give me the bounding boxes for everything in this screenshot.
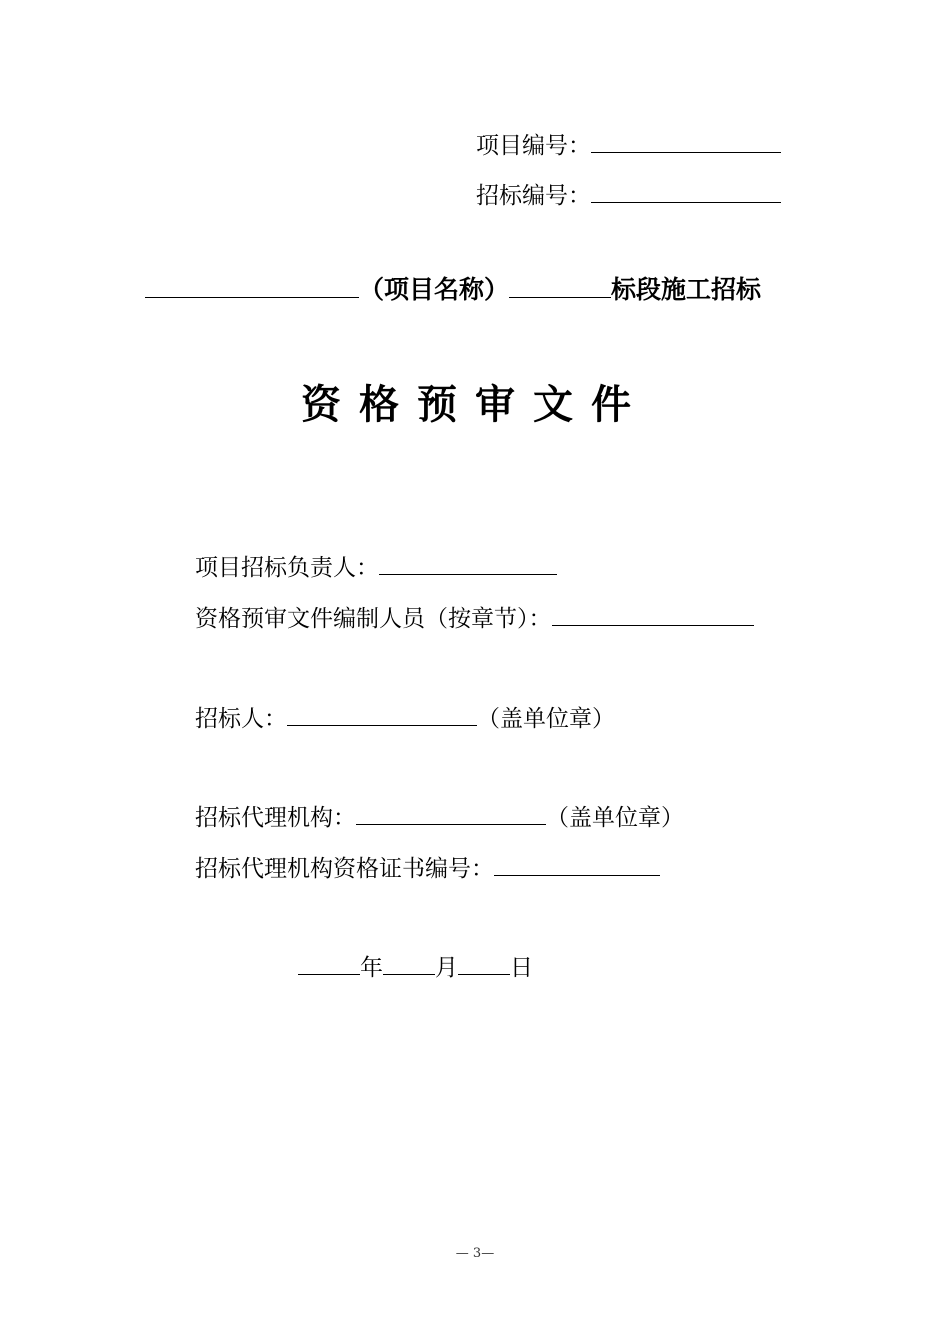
- project-number-label: 项目编号：: [476, 133, 591, 159]
- agency-blank[interactable]: [356, 802, 546, 825]
- project-lead-row: [195, 552, 557, 583]
- project-name-label: （项目名称）: [359, 275, 510, 304]
- project-name-blank[interactable]: [145, 275, 359, 298]
- page-number: — 3—: [455, 1246, 495, 1261]
- project-number-blank[interactable]: [591, 130, 781, 153]
- tender-number-blank[interactable]: [591, 180, 781, 203]
- project-lead-blank[interactable]: [379, 552, 557, 575]
- preparers-label: 资格预审文件编制人员（按章节）：: [195, 606, 552, 632]
- agency-row: [195, 802, 684, 833]
- year-blank[interactable]: [298, 952, 360, 975]
- tenderer-row: [195, 703, 615, 734]
- year-label: 年: [360, 955, 383, 981]
- day-label: 日: [510, 955, 533, 981]
- agency-label: 招标代理机构：: [195, 805, 356, 831]
- agency-cert-blank[interactable]: [494, 853, 660, 876]
- tenderer-seal-note: （盖单位章）: [477, 706, 615, 732]
- section-blank[interactable]: [509, 275, 611, 298]
- project-heading: [145, 274, 761, 306]
- day-blank[interactable]: [458, 952, 510, 975]
- preparers-row: [195, 603, 754, 634]
- month-blank[interactable]: [383, 952, 435, 975]
- date-row: [298, 952, 533, 983]
- agency-seal-note: （盖单位章）: [546, 805, 684, 831]
- tenderer-blank[interactable]: [287, 703, 477, 726]
- agency-cert-row: [195, 853, 660, 884]
- project-number-row: [476, 130, 781, 161]
- project-lead-label: 项目招标负责人：: [195, 555, 379, 581]
- agency-cert-label: 招标代理机构资格证书编号：: [195, 856, 494, 882]
- month-label: 月: [435, 955, 458, 981]
- section-suffix-label: 标段施工招标: [611, 275, 762, 304]
- document-title: 资格预审文件: [301, 382, 649, 428]
- tender-number-row: [476, 180, 781, 211]
- tender-number-label: 招标编号：: [476, 183, 591, 209]
- preparers-blank[interactable]: [552, 603, 754, 626]
- tenderer-label: 招标人：: [195, 706, 287, 732]
